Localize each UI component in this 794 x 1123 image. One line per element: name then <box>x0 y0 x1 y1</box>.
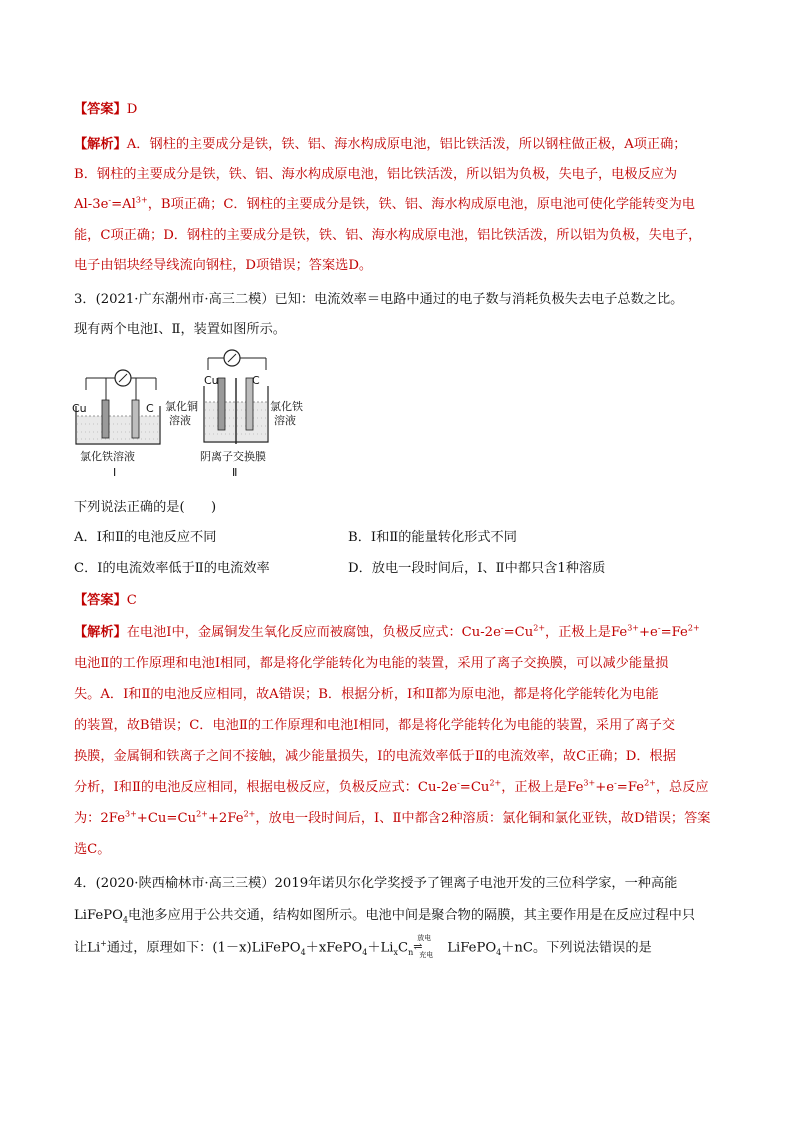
option-d: D．放电一段时间后，Ⅰ、Ⅱ中都只含1种溶质 <box>348 561 606 576</box>
option-b: B．Ⅰ和Ⅱ的能量转化形式不同 <box>348 530 517 545</box>
cell-2-left-solution-b: 溶液 <box>169 414 191 427</box>
cell-2-membrane-label: 阴离子交换膜 <box>200 450 266 463</box>
cu-electrode <box>218 378 225 430</box>
cell-2-right-solution-a: 氯化铁 <box>270 400 303 413</box>
question-3-stem: 下列说法正确的是( ) <box>74 500 217 515</box>
arrow-icon: ⇌ <box>413 940 423 953</box>
cell-2-right-solution-b: 溶液 <box>274 414 296 427</box>
question-3-line-1: 3．(2021·广东潮州市·高三二模）已知：电流效率＝电路中通过的电子数与消耗负极失去电子总数之比。 <box>74 292 684 307</box>
analysis-2-line-6: 分析，Ⅰ和Ⅱ的电池反应相同，根据电极反应，负极反应式：$Cu-2e^-=Cu^{2+}$，正极上是$Fe^{3+}+e^-=Fe^{2+}$，总反应 <box>74 778 709 795</box>
cu-electrode <box>102 400 109 438</box>
analysis-2-line-1: 【解析】在电池Ⅰ中，金属铜发生氧化反应而被腐蚀，负极反应式：$Cu-2e^-=Cu^{2+}$，正极上是$Fe^{3+}+e^-=Fe^{2+}$ <box>74 623 700 640</box>
cell-2 <box>165 350 303 479</box>
cell-1-left-label: Cu <box>72 402 87 415</box>
option-c: C．Ⅰ的电流效率低于Ⅱ的电流效率 <box>74 561 270 576</box>
analysis-label: 【解析】 <box>74 625 127 640</box>
cell-1-right-label: C <box>146 402 154 415</box>
question-4-line-1: 4．(2020·陕西榆林市·高三三模）2019年诺贝尔化学奖授予了锂离子电池开发的三位科学家，一种高能 <box>74 876 678 891</box>
arrow-bottom-label: 充电 <box>419 951 434 959</box>
analysis-1-line-3: $Al-3e^-=Al^{3+}$，B项正确；C．钢柱的主要成分是铁，铁、铝、海水构成原电池，原电池可使化学能转变为电 <box>74 195 695 212</box>
answer-value: D <box>126 102 138 117</box>
cell-2-numeral: Ⅱ <box>232 466 238 479</box>
answer-label: 【答案】 <box>74 102 127 117</box>
cell-1 <box>72 370 160 479</box>
answer-line-2 <box>74 591 137 611</box>
analysis-1-line-4: 能，C项正确；D．钢柱的主要成分是铁，铁、铝、海水构成原电池，铝比铁活泼，所以铝为负极，失电子， <box>74 228 702 243</box>
c-electrode <box>132 400 139 438</box>
cell-1-numeral: Ⅰ <box>113 466 117 479</box>
cell-2-left-solution-a: 氯化铜 <box>165 400 198 413</box>
analysis-2-line-2: 电池Ⅱ的工作原理和电池Ⅰ相同，都是将化学能转化为电能的装置，采用了离子交换膜，可以减少能量损 <box>74 656 669 671</box>
answer-value: C <box>126 593 137 608</box>
analysis-2-line-5: 换膜，金属铜和铁离子之间不接触，减少能量损失，Ⅰ的电流效率低于Ⅱ的电流效率，故C正确；D．根据 <box>74 749 676 764</box>
question-3-line-2: 现有两个电池Ⅰ、Ⅱ，装置如图所示。 <box>74 322 286 337</box>
answer-line-1 <box>74 100 137 120</box>
analysis-label: 【解析】 <box>74 137 127 152</box>
option-a: A．Ⅰ和Ⅱ的电池反应不同 <box>74 530 217 545</box>
answer-label: 【答案】 <box>74 593 127 608</box>
question-4-line-2: LiFePO$_4$电池多应用于公共交通，结构如图所示。电池中间是聚合物的隔膜，其主要作用是在反应过程中只 <box>74 908 696 925</box>
cell-2-left-label: Cu <box>204 374 219 387</box>
cell-2-right-label: C <box>252 374 260 387</box>
question-4-line-3: 让Li+通过，原理如下：$(1-x)LiFePO_4+xFePO_4+Li_xC_n$ 放电 ⇌ 充电 LiFePO$_4$＋nC。下列说法错误的是 <box>74 934 652 959</box>
analysis-2-line-3: 失。A．Ⅰ和Ⅱ的电池反应相同，故A错误；B．根据分析，Ⅰ和Ⅱ都为原电池，都是将化学能转化为电能 <box>74 687 659 702</box>
battery-figure <box>70 348 310 484</box>
analysis-1-line-2: B．钢柱的主要成分是铁，铁、铝、海水构成原电池，铝比铁活泼，所以铝为负极，失电子，电极反应为 <box>74 167 678 182</box>
analysis-2-line-4: 的装置，故B错误；C．电池Ⅱ的工作原理和电池Ⅰ相同，都是将化学能转化为电能的装置，采用了离子交 <box>74 718 676 733</box>
analysis-2-line-8: 选C。 <box>74 842 111 857</box>
analysis-1-line-5: 电子由铝块经导线流向钢柱，D项错误；答案选D。 <box>74 258 373 273</box>
arrow-top-label: 放电 <box>417 934 432 942</box>
cell-1-solution-label: 氯化铁溶液 <box>80 450 135 463</box>
analysis-2-line-7: 为：$2Fe^{3+}+Cu=Cu^{2+}+2Fe^{2+}$，放电一段时间后，Ⅰ、Ⅱ中都含2种溶质：氯化铜和氯化亚铁，故D错误；答案 <box>74 809 711 826</box>
reversible-arrow <box>413 934 447 959</box>
analysis-1-line-1: 【解析】A．钢柱的主要成分是铁，铁、铝、海水构成原电池，铝比铁活泼，所以钢柱做正极，A项正确； <box>74 137 687 152</box>
